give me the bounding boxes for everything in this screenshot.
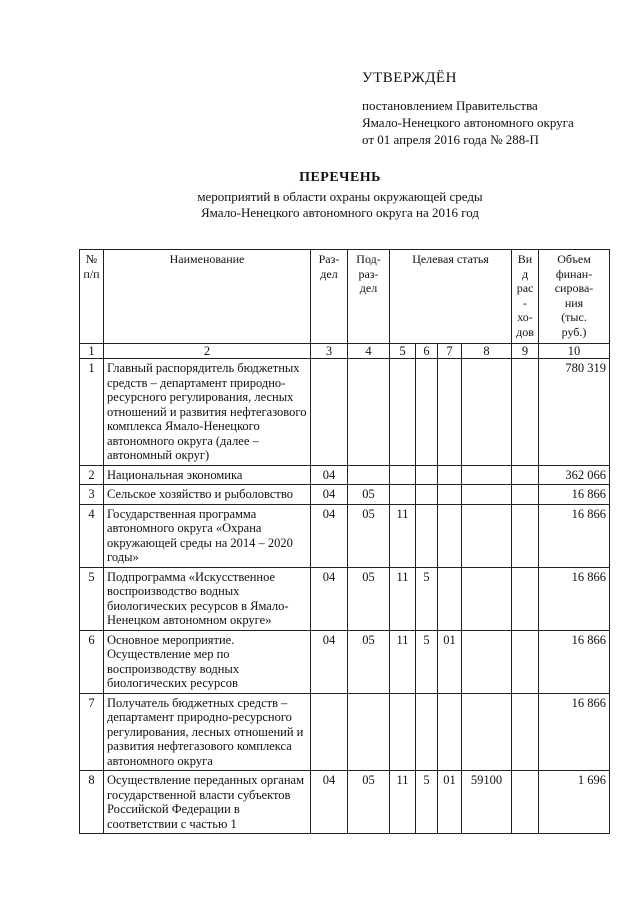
row-target-program	[390, 465, 416, 485]
row-expense-type	[512, 465, 539, 485]
document-heading	[60, 170, 620, 221]
document-subtitle: Ямало-Ненецкого автономного округа на 2016 год	[201, 205, 479, 220]
table-row	[80, 359, 610, 466]
row-name: Подпрограмма «Искусственное воспроизводство водных биологических ресурсов в Ямало-Ненецком автономном округе»	[104, 567, 311, 630]
row-subsection: 05	[348, 485, 390, 505]
column-number: 5	[390, 344, 416, 359]
row-section: 04	[311, 465, 348, 485]
row-name: Государственная программа автономного округа «Охрана окружающей среды на 2014 – 2020 годы»	[104, 504, 311, 567]
table-header-row	[80, 250, 610, 344]
row-target-subprogram: 5	[416, 771, 438, 834]
column-number: 4	[348, 344, 390, 359]
row-target-direction	[462, 359, 512, 466]
row-subsection: 05	[348, 630, 390, 693]
row-name: Получатель бюджетных средств – департамент природно-ресурсного регулирования, лесных отношений и развития нефтегазового комплекса автономного округа	[104, 693, 311, 771]
row-target-program	[390, 359, 416, 466]
row-name: Осуществление переданных органам государственной власти субъектов Российской Федерации в соответствии с частью 1	[104, 771, 311, 834]
row-target-program	[390, 693, 416, 771]
row-target-subprogram	[416, 504, 438, 567]
row-target-subprogram	[416, 359, 438, 466]
column-number: 10	[539, 344, 610, 359]
table-row	[80, 485, 610, 505]
row-target-measure	[438, 359, 462, 466]
row-target-direction	[462, 465, 512, 485]
approval-line: Ямало-Ненецкого автономного округа	[362, 115, 574, 130]
table-row	[80, 630, 610, 693]
row-target-measure	[438, 693, 462, 771]
row-name: Главный распорядитель бюджетных средств – департамент природно-ресурсного регулирования, лесных отношений и развития нефтегазового комплекса Ямало-Ненецкого автономного округа (далее – автономный округ)	[104, 359, 311, 466]
header-section: Раз- дел	[311, 250, 348, 344]
approval-block	[362, 70, 622, 148]
column-number: 7	[438, 344, 462, 359]
row-section: 04	[311, 630, 348, 693]
row-target-subprogram	[416, 465, 438, 485]
row-expense-type	[512, 359, 539, 466]
row-target-direction	[462, 693, 512, 771]
row-amount: 362 066	[539, 465, 610, 485]
approval-line: постановлением Правительства	[362, 98, 538, 113]
row-target-program: 11	[390, 504, 416, 567]
row-expense-type	[512, 693, 539, 771]
row-section	[311, 359, 348, 466]
row-number: 3	[80, 485, 104, 505]
row-target-measure	[438, 485, 462, 505]
measures-table	[79, 249, 610, 834]
column-number: 3	[311, 344, 348, 359]
table-row	[80, 504, 610, 567]
column-number: 2	[104, 344, 311, 359]
header-target-article: Целевая статья	[390, 250, 512, 344]
row-target-program: 11	[390, 567, 416, 630]
table-row	[80, 465, 610, 485]
row-expense-type	[512, 485, 539, 505]
row-target-subprogram: 5	[416, 567, 438, 630]
document-title: ПЕРЕЧЕНЬ	[299, 170, 381, 185]
row-expense-type	[512, 504, 539, 567]
header-subsection: Под- раз- дел	[348, 250, 390, 344]
row-target-direction	[462, 485, 512, 505]
header-expense-type: Вид рас- хо- дов	[512, 250, 539, 344]
row-target-direction	[462, 567, 512, 630]
row-target-measure	[438, 567, 462, 630]
row-target-measure	[438, 465, 462, 485]
document-subtitle: мероприятий в области охраны окружающей среды	[197, 189, 483, 204]
row-section	[311, 693, 348, 771]
row-target-subprogram	[416, 693, 438, 771]
row-expense-type	[512, 630, 539, 693]
row-amount: 16 866	[539, 630, 610, 693]
row-target-measure: 01	[438, 771, 462, 834]
row-name: Основное мероприятие. Осуществление мер по воспроизводству водных биологических ресурсов	[104, 630, 311, 693]
column-number-row	[80, 344, 610, 359]
row-number: 6	[80, 630, 104, 693]
row-subsection: 05	[348, 567, 390, 630]
row-number: 5	[80, 567, 104, 630]
column-number: 9	[512, 344, 539, 359]
row-expense-type	[512, 567, 539, 630]
column-number: 8	[462, 344, 512, 359]
header-num: № п/п	[80, 250, 104, 344]
row-number: 7	[80, 693, 104, 771]
row-target-program	[390, 485, 416, 505]
table-row	[80, 693, 610, 771]
row-target-measure: 01	[438, 630, 462, 693]
row-target-measure	[438, 504, 462, 567]
row-name: Сельское хозяйство и рыболовство	[104, 485, 311, 505]
column-number: 6	[416, 344, 438, 359]
row-target-subprogram	[416, 485, 438, 505]
row-amount: 16 866	[539, 485, 610, 505]
row-amount: 16 866	[539, 567, 610, 630]
row-amount: 16 866	[539, 504, 610, 567]
row-target-direction	[462, 504, 512, 567]
table-row	[80, 567, 610, 630]
header-name: Наименование	[104, 250, 311, 344]
row-section: 04	[311, 771, 348, 834]
row-number: 1	[80, 359, 104, 466]
approval-title: УТВЕРЖДЁН	[362, 70, 457, 86]
row-number: 2	[80, 465, 104, 485]
row-target-direction: 59100	[462, 771, 512, 834]
row-number: 4	[80, 504, 104, 567]
row-subsection	[348, 359, 390, 466]
row-subsection	[348, 693, 390, 771]
row-section: 04	[311, 504, 348, 567]
row-subsection: 05	[348, 771, 390, 834]
row-number: 8	[80, 771, 104, 834]
row-subsection: 05	[348, 504, 390, 567]
row-subsection	[348, 465, 390, 485]
row-target-subprogram: 5	[416, 630, 438, 693]
row-amount: 1 696	[539, 771, 610, 834]
row-target-program: 11	[390, 771, 416, 834]
row-section: 04	[311, 485, 348, 505]
row-target-program: 11	[390, 630, 416, 693]
header-amount: Объем финан- сирова- ния (тыс. руб.)	[539, 250, 610, 344]
table-row	[80, 771, 610, 834]
row-expense-type	[512, 771, 539, 834]
row-name: Национальная экономика	[104, 465, 311, 485]
row-amount: 16 866	[539, 693, 610, 771]
column-number: 1	[80, 344, 104, 359]
row-target-direction	[462, 630, 512, 693]
approval-line: от 01 апреля 2016 года № 288-П	[362, 132, 539, 147]
row-section: 04	[311, 567, 348, 630]
row-amount: 780 319	[539, 359, 610, 466]
